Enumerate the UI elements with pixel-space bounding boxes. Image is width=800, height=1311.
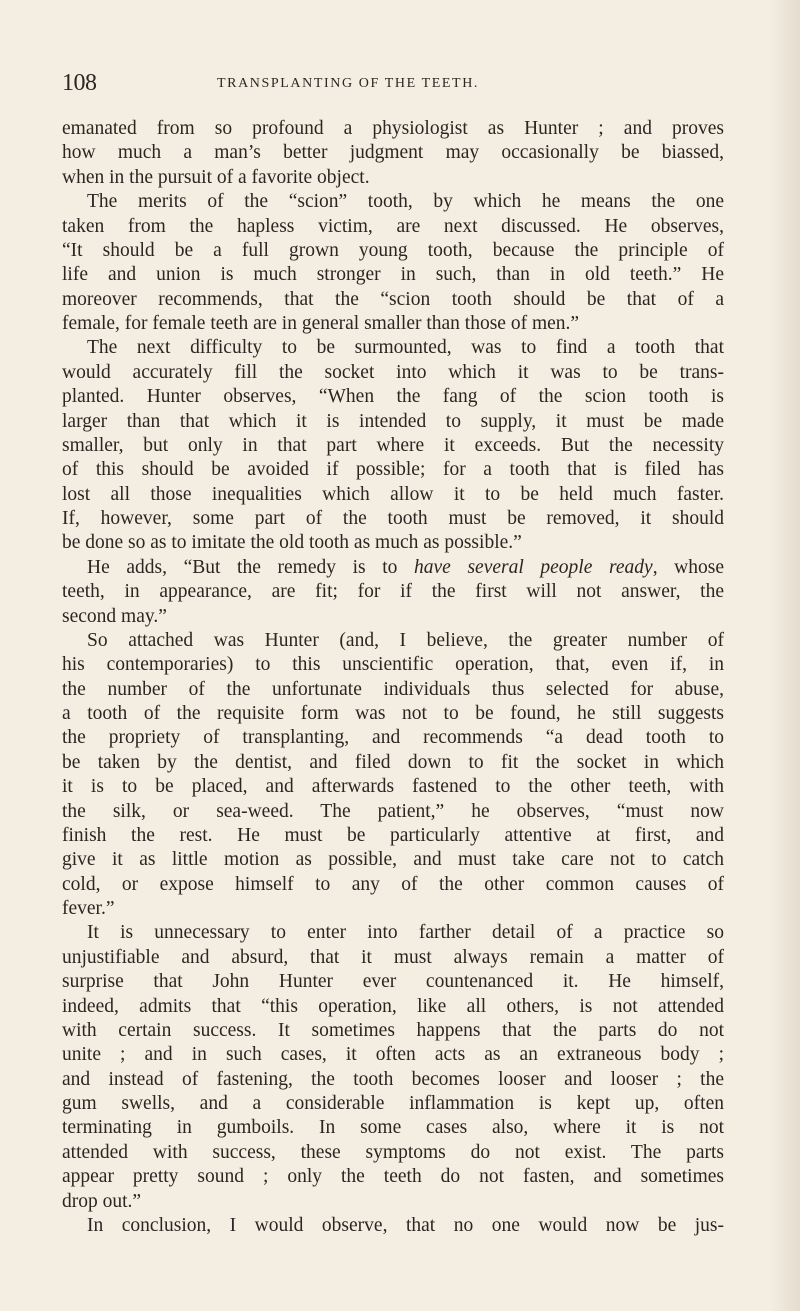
- text-line-content: The next difficulty to be surmounted, was to find a tooth that: [87, 337, 724, 359]
- text-line-content: of this should be avoided if possible; for a tooth that is filed has: [62, 459, 724, 481]
- text-line-content: smaller, but only in that part where it exceeds. But the necessity: [62, 434, 724, 456]
- text-line: [62, 1214, 724, 1238]
- text-line: [62, 263, 724, 287]
- text-line: [62, 1190, 724, 1214]
- text-line-content: planted. Hunter observes, “When the fang of the scion tooth is: [62, 386, 724, 408]
- text-line-content: He adds, “But the remedy is to: [87, 556, 415, 578]
- text-line: [62, 848, 724, 872]
- text-line: [62, 1116, 724, 1140]
- text-line-continuation: , whose: [652, 556, 725, 578]
- text-line: [62, 702, 724, 726]
- text-line-content: with certain success. It sometimes happens that the parts do not: [62, 1019, 724, 1041]
- text-line: [62, 775, 724, 799]
- text-line: [62, 946, 724, 970]
- text-line-content: In conclusion, I would observe, that no one would now be jus-: [87, 1214, 724, 1236]
- text-line-content: when in the pursuit of a favorite object.: [62, 166, 370, 188]
- text-line: [62, 312, 724, 336]
- text-line-content: unjustifiable and absurd, that it must always remain a matter of: [62, 946, 724, 968]
- text-line-content: finish the rest. He must be particularly attentive at first, and: [62, 824, 724, 846]
- text-line: [62, 239, 724, 263]
- text-line: [62, 288, 724, 312]
- text-line-content: be done so as to imitate the old tooth as much as possible.”: [62, 532, 522, 554]
- text-line-content: and instead of fastening, the tooth becomes looser and looser ; the: [62, 1068, 724, 1090]
- text-line-content: indeed, admits that “this operation, like all others, is not attended: [62, 995, 724, 1017]
- text-line: [62, 629, 724, 653]
- text-line: [62, 995, 724, 1019]
- running-header: [62, 70, 724, 98]
- text-line: [62, 361, 724, 385]
- text-line: [62, 921, 724, 945]
- text-line-content: It is unnecessary to enter into farther detail of a practice so: [87, 922, 724, 944]
- text-line-content: teeth, in appearance, are fit; for if the first will not answer, the: [62, 581, 724, 603]
- text-line: [62, 410, 724, 434]
- text-line-content: fever.”: [62, 898, 115, 919]
- text-line: [62, 897, 724, 921]
- text-line-content: female, for female teeth are in general smaller than those of men.”: [62, 313, 580, 334]
- text-line: [62, 605, 724, 629]
- text-line: [62, 336, 724, 360]
- text-line: [62, 531, 724, 555]
- text-line: [62, 556, 724, 580]
- text-line-content: how much a man’s better judgment may occasionally be biassed,: [62, 142, 724, 164]
- text-line: [62, 653, 724, 677]
- text-line-content: the number of the unfortunate individuals thus selected for abuse,: [62, 678, 724, 700]
- text-line: [62, 1043, 724, 1067]
- page-edge-shadow: [770, 0, 800, 1311]
- text-line-content: larger than that which it is intended to supply, it must be made: [62, 410, 724, 432]
- text-line: [62, 1068, 724, 1092]
- text-line: [62, 751, 724, 775]
- text-line-content: drop out.”: [62, 1190, 142, 1212]
- text-line-content: give it as little motion as possible, and must take care not to catch: [62, 849, 724, 871]
- text-line: [62, 117, 724, 141]
- text-line: [62, 434, 724, 458]
- text-line: [62, 726, 724, 750]
- text-line: [62, 190, 724, 214]
- text-line: [62, 970, 724, 994]
- page-number: 108: [62, 70, 97, 96]
- text-line: [62, 141, 724, 165]
- text-line-content: would accurately fill the socket into which it was to be trans-: [62, 361, 724, 383]
- text-line: [62, 1141, 724, 1165]
- text-line-content: a tooth of the requisite form was not to be found, he still suggests: [62, 703, 724, 724]
- text-line: [62, 1019, 724, 1043]
- text-line: [62, 678, 724, 702]
- emphasized-text: have several people ready: [414, 556, 653, 578]
- text-line: [62, 824, 724, 848]
- text-line-content: So attached was Hunter (and, I believe, the greater number of: [87, 629, 724, 651]
- text-line: [62, 800, 724, 824]
- running-title: TRANSPLANTING OF THE TEETH.: [217, 76, 480, 91]
- text-line-content: moreover recommends, that the “scion tooth should be that of a: [62, 288, 724, 310]
- text-line-content: cold, or expose himself to any of the other common causes of: [62, 873, 724, 895]
- text-line-content: emanated from so profound a physiologist as Hunter ; and proves: [62, 118, 724, 139]
- text-line-content: the propriety of transplanting, and recommends “a dead tooth to: [62, 727, 724, 749]
- text-line: [62, 166, 724, 190]
- text-line-content: If, however, some part of the tooth must be removed, it should: [62, 508, 724, 529]
- text-line: [62, 873, 724, 897]
- text-line: [62, 580, 724, 604]
- text-line: [62, 507, 724, 531]
- text-line: [62, 385, 724, 409]
- text-line-content: it is to be placed, and afterwards fastened to the other teeth, with: [62, 776, 724, 798]
- text-line-content: unite ; and in such cases, it often acts as an extraneous body ;: [62, 1044, 724, 1066]
- text-line-content: attended with success, these symptoms do not exist. The parts: [62, 1141, 724, 1163]
- text-line: [62, 483, 724, 507]
- text-line: [62, 458, 724, 482]
- text-line-content: “It should be a full grown young tooth, because the principle of: [62, 239, 724, 261]
- text-line: [62, 1165, 724, 1189]
- body-text: [62, 117, 724, 1238]
- text-line-content: gum swells, and a considerable inflammation is kept up, often: [62, 1093, 724, 1114]
- text-line-content: lost all those inequalities which allow it to be held much faster.: [62, 483, 724, 505]
- text-line-content: surprise that John Hunter ever countenanced it. He himself,: [62, 971, 724, 993]
- text-line-content: second may.”: [62, 605, 167, 627]
- text-line-content: appear pretty sound ; only the teeth do not fasten, and sometimes: [62, 1166, 724, 1188]
- text-line: [62, 1092, 724, 1116]
- text-line-content: taken from the hapless victim, are next discussed. He observes,: [62, 215, 724, 237]
- text-line-content: the silk, or sea-weed. The patient,” he observes, “must now: [62, 800, 724, 822]
- text-line-content: be taken by the dentist, and filed down to fit the socket in which: [62, 751, 724, 773]
- text-line-content: terminating in gumboils. In some cases also, where it is not: [62, 1117, 724, 1139]
- text-line-content: life and union is much stronger in such, than in old teeth.” He: [62, 264, 724, 286]
- text-line-content: his contemporaries) to this unscientific operation, that, even if, in: [62, 654, 724, 676]
- text-line: [62, 215, 724, 239]
- text-line-content: The merits of the “scion” tooth, by which he means the one: [87, 191, 724, 213]
